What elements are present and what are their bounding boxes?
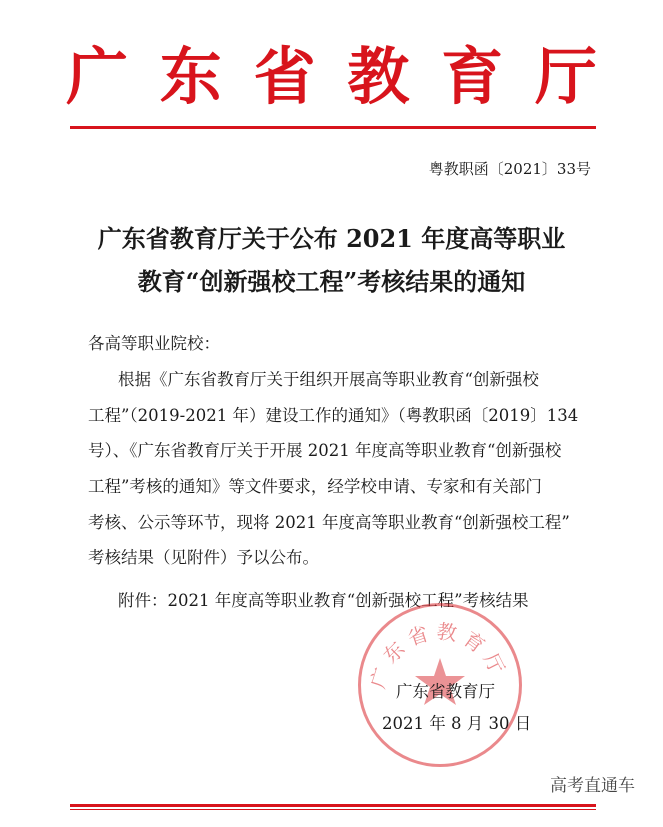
body-line: 号）、《广东省教育厅关于开展 2021 年度高等职业教育“创新强校 [88, 441, 562, 460]
header-char: 东 [159, 40, 222, 113]
signature-date: 2021 年 8 月 30 日 [382, 714, 532, 733]
body-line: 工程”（2019-2021 年）建设工作的通知》（粤教职函〔2019〕134 [88, 406, 579, 425]
body-line: 工程”考核的通知》等文件要求，经学校申请、专家和有关部门 [88, 477, 542, 496]
watermark: 高考直通车 [550, 776, 635, 796]
header-char: 厅 [534, 40, 597, 113]
header-char: 广 [65, 40, 128, 113]
document-number: 粤教职函〔2021〕33号 [428, 160, 591, 178]
header-char: 育 [441, 40, 504, 113]
signature-org: 广东省教育厅 [396, 682, 495, 701]
header-title [60, 40, 603, 114]
footer-divider [70, 804, 596, 807]
body-line: 考核、公示等环节，现将 2021 年度高等职业教育“创新强校工程” [88, 513, 570, 532]
body-line: 考核结果（见附件）予以公布。 [88, 548, 319, 567]
header-char: 省 [253, 40, 316, 113]
notice-title-line-2: 教育“创新强校工程”考核结果的通知 [137, 267, 526, 296]
notice-title-line-1: 广东省教育厅关于公布 2021 年度高等职业 [97, 224, 566, 253]
salutation: 各高等职业院校： [88, 334, 220, 353]
attachment-line: 附件：2021 年度高等职业教育“创新强校工程”考核结果 [118, 591, 529, 610]
header-char: 教 [347, 40, 410, 113]
header-divider [70, 126, 596, 129]
svg-text:广东省教育厅: 广东省教育厅 [365, 618, 512, 692]
footer-divider-thin [70, 809, 596, 810]
body-line: 根据《广东省教育厅关于组织开展高等职业教育“创新强校 [118, 370, 539, 389]
